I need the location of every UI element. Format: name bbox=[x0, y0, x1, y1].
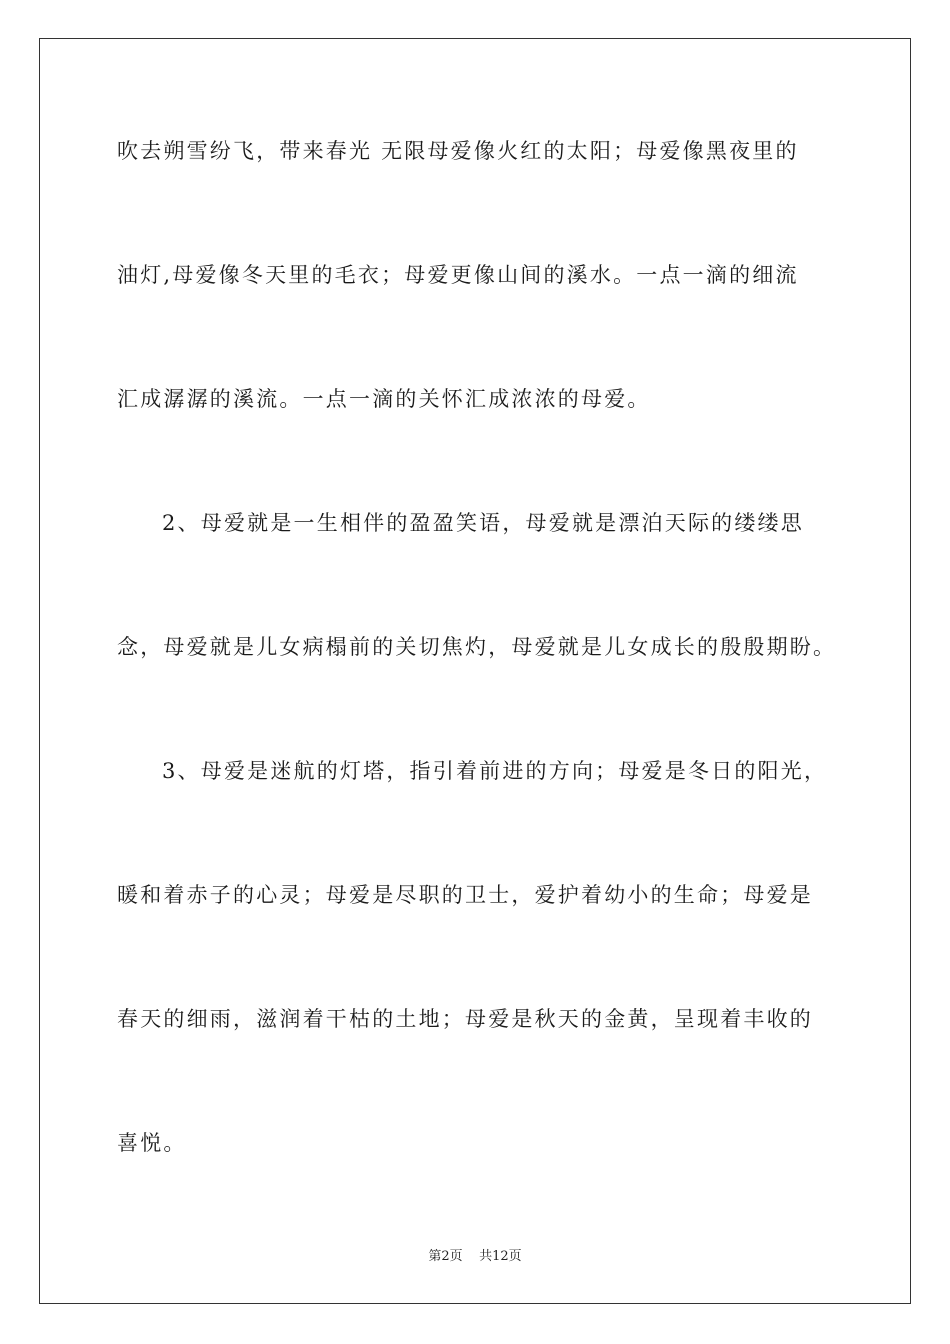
text-line: 喜悦。 bbox=[117, 1131, 187, 1155]
text-line: 油灯,母爱像冬天里的毛衣；母爱更像山间的溪水。一点一滴的细流 bbox=[117, 263, 799, 287]
page-footer bbox=[0, 1249, 950, 1265]
text-line: 春天的细雨，滋润着干枯的土地；母爱是秋天的金黄，呈现着丰收的 bbox=[117, 1007, 813, 1031]
text-line: 吹去朔雪纷飞，带来春光 无限母爱像火红的太阳；母爱像黑夜里的 bbox=[117, 139, 799, 163]
page-total: 共12页 bbox=[479, 1249, 522, 1264]
text-line: 汇成潺潺的溪流。一点一滴的关怀汇成浓浓的母爱。 bbox=[117, 387, 651, 411]
text-line: 暖和着赤子的心灵；母爱是尽职的卫士，爱护着幼小的生命；母爱是 bbox=[117, 883, 813, 907]
page-number: 第2页 bbox=[428, 1249, 463, 1264]
page-border bbox=[39, 38, 911, 1304]
paragraph-3-line-1: 3、母爱是迷航的灯塔，指引着前进的方向；母爱是冬日的阳光， bbox=[162, 759, 828, 783]
paragraph-2-line-1: 2、母爱就是一生相伴的盈盈笑语，母爱就是漂泊天际的缕缕思 bbox=[162, 511, 804, 535]
text-line: 念，母爱就是儿女病榻前的关切焦灼，母爱就是儿女成长的殷殷期盼。 bbox=[117, 635, 837, 659]
